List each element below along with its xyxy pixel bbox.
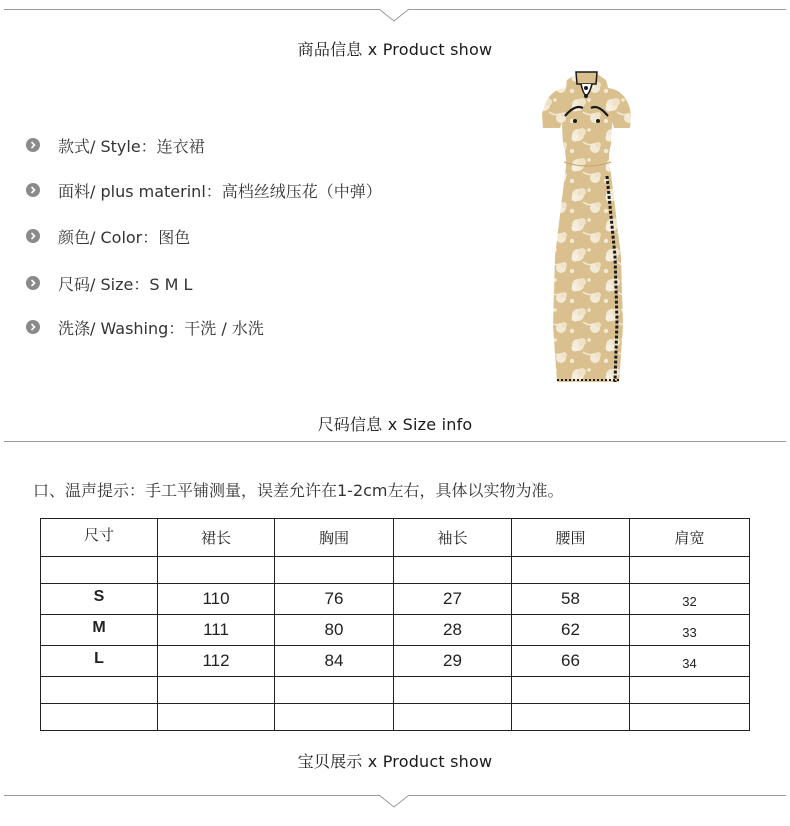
table-cell — [394, 557, 512, 584]
table-cell-size: S — [41, 584, 158, 615]
table-header-cell: 胸围 — [275, 519, 394, 557]
table-cell — [512, 677, 630, 704]
table-header-cell: 肩宽 — [630, 519, 750, 557]
size-info-title: 尺码信息 x Size info — [317, 415, 473, 434]
attr-style-label: 款式/ Style：连衣裙 — [58, 136, 205, 156]
table-row-empty — [41, 557, 750, 584]
attr-washing — [26, 317, 264, 337]
dress-image — [535, 66, 650, 388]
chevron-circle-icon — [26, 183, 40, 197]
table-header-cell: 袖长 — [394, 519, 512, 557]
table-cell — [512, 557, 630, 584]
table-cell: 32 — [630, 584, 750, 615]
attr-color — [26, 226, 190, 246]
size-table — [40, 518, 750, 731]
table-row — [41, 584, 750, 615]
table-cell-size: L — [41, 646, 158, 677]
table-cell: 66 — [512, 646, 630, 677]
table-cell: 84 — [275, 646, 394, 677]
table-cell: 33 — [630, 615, 750, 646]
table-row — [41, 646, 750, 677]
table-cell: 29 — [394, 646, 512, 677]
measurement-note: 口、温声提示：手工平铺测量，误差允许在1-2cm左右，具体以实物为准。 — [33, 481, 564, 500]
attr-color-label: 颜色/ Color：图色 — [58, 227, 191, 247]
attr-washing-label: 洗涤/ Washing：干洗 / 水洗 — [58, 318, 264, 338]
table-cell: 112 — [158, 646, 275, 677]
table-cell: 28 — [394, 615, 512, 646]
product-info-title: 商品信息 x Product show — [297, 40, 493, 59]
table-cell — [41, 557, 158, 584]
size-divider — [4, 441, 786, 442]
attr-style — [26, 135, 205, 155]
table-cell — [275, 557, 394, 584]
table-header-cell: 尺寸 — [41, 519, 158, 557]
table-cell — [630, 677, 750, 704]
attr-material — [26, 180, 382, 200]
table-cell — [394, 704, 512, 731]
attr-size-label: 尺码/ Size：S M L — [58, 274, 193, 294]
table-cell — [630, 704, 750, 731]
table-cell: 27 — [394, 584, 512, 615]
product-show-title: 宝贝展示 x Product show — [297, 752, 493, 771]
table-cell — [512, 704, 630, 731]
table-cell-size: M — [41, 615, 158, 646]
table-header-cell: 腰围 — [512, 519, 630, 557]
table-cell — [41, 704, 158, 731]
chevron-circle-icon — [26, 276, 40, 290]
chevron-circle-icon — [26, 229, 40, 243]
attr-size — [26, 273, 192, 293]
table-cell: 62 — [512, 615, 630, 646]
chevron-circle-icon — [26, 138, 40, 152]
chevron-down-icon — [379, 794, 409, 808]
table-header-row — [41, 519, 750, 557]
table-cell — [158, 557, 275, 584]
chevron-down-icon — [379, 8, 409, 22]
table-cell: 58 — [512, 584, 630, 615]
table-row-empty — [41, 677, 750, 704]
table-cell — [158, 704, 275, 731]
table-header-cell: 裙长 — [158, 519, 275, 557]
attr-material-label: 面料/ plus materinl：高档丝绒压花（中弹） — [58, 181, 382, 201]
table-row — [41, 615, 750, 646]
table-cell — [275, 704, 394, 731]
table-row-empty — [41, 704, 750, 731]
table-cell — [630, 557, 750, 584]
table-cell — [158, 677, 275, 704]
table-cell: 76 — [275, 584, 394, 615]
chevron-circle-icon — [26, 320, 40, 334]
table-cell — [394, 677, 512, 704]
table-cell — [275, 677, 394, 704]
table-cell — [41, 677, 158, 704]
table-cell: 110 — [158, 584, 275, 615]
table-cell: 111 — [158, 615, 275, 646]
table-cell: 80 — [275, 615, 394, 646]
table-cell: 34 — [630, 646, 750, 677]
